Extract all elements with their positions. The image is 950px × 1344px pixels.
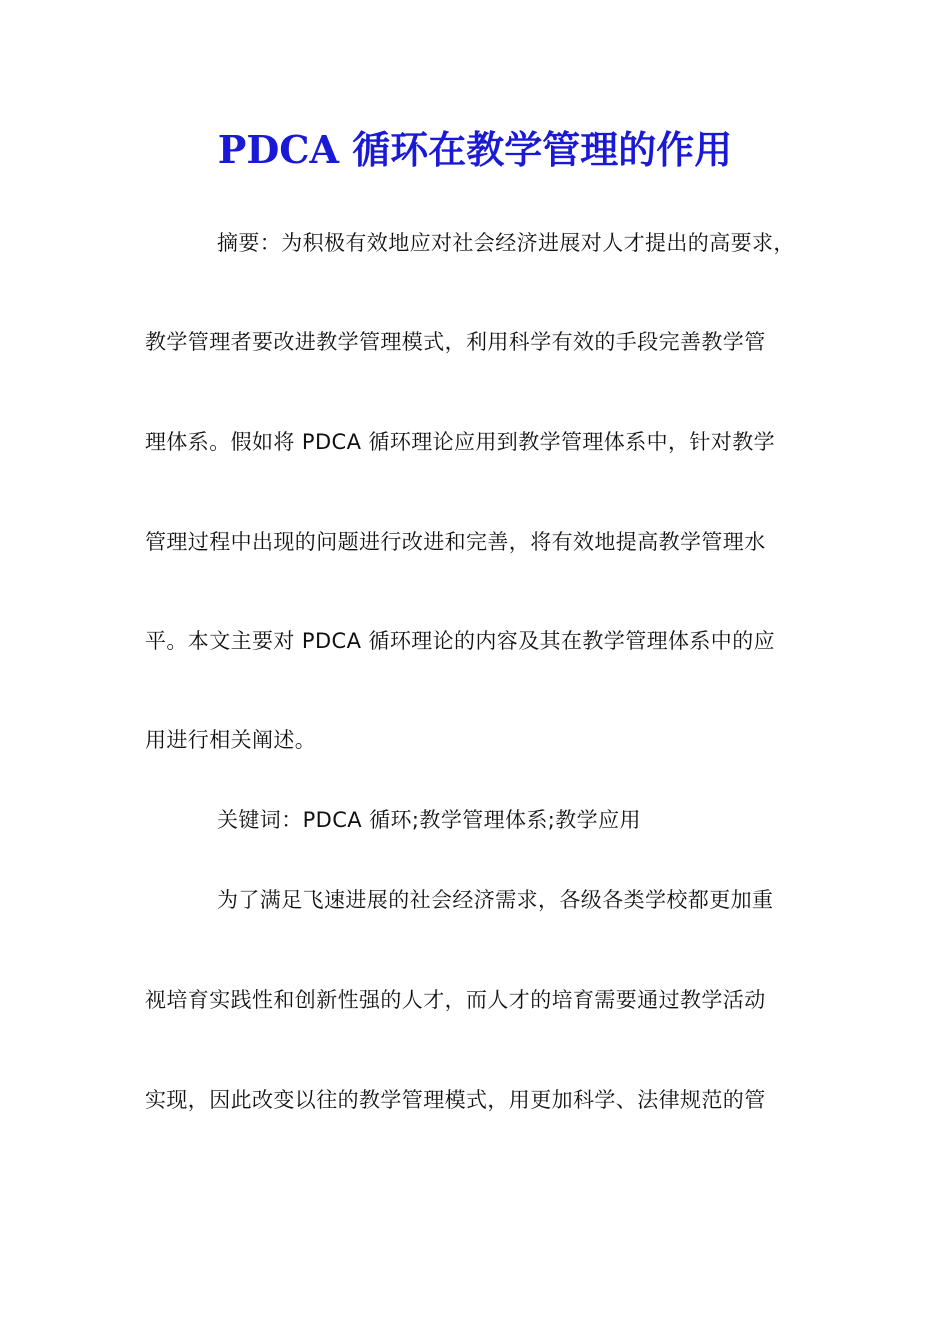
- body-line: 视培育实践性和创新性强的人才，而人才的培育需要通过教学活动: [145, 988, 766, 1012]
- body-line: 实现，因此改变以往的教学管理模式，用更加科学、法律规范的管: [145, 1088, 766, 1112]
- abstract-line: 管理过程中出现的问题进行改进和完善，将有效地提高教学管理水: [145, 530, 766, 554]
- abstract-line: 用进行相关阐述。: [145, 728, 317, 752]
- abstract-line: 教学管理者要改进教学管理模式，利用科学有效的手段完善教学管: [145, 330, 766, 354]
- keywords-line: 关键词：PDCA 循环;教学管理体系;教学应用: [217, 808, 641, 832]
- abstract-line: 平。本文主要对 PDCA 循环理论的内容及其在教学管理体系中的应: [145, 629, 776, 653]
- abstract-line: 摘要：为积极有效地应对社会经济进展对人才提出的高要求，: [217, 231, 795, 255]
- document-title: PDCA 循环在教学管理的作用: [217, 127, 733, 172]
- body-line: 为了满足飞速进展的社会经济需求，各级各类学校都更加重: [217, 888, 774, 912]
- abstract-line: 理体系。假如将 PDCA 循环理论应用到教学管理体系中，针对教学: [145, 430, 776, 454]
